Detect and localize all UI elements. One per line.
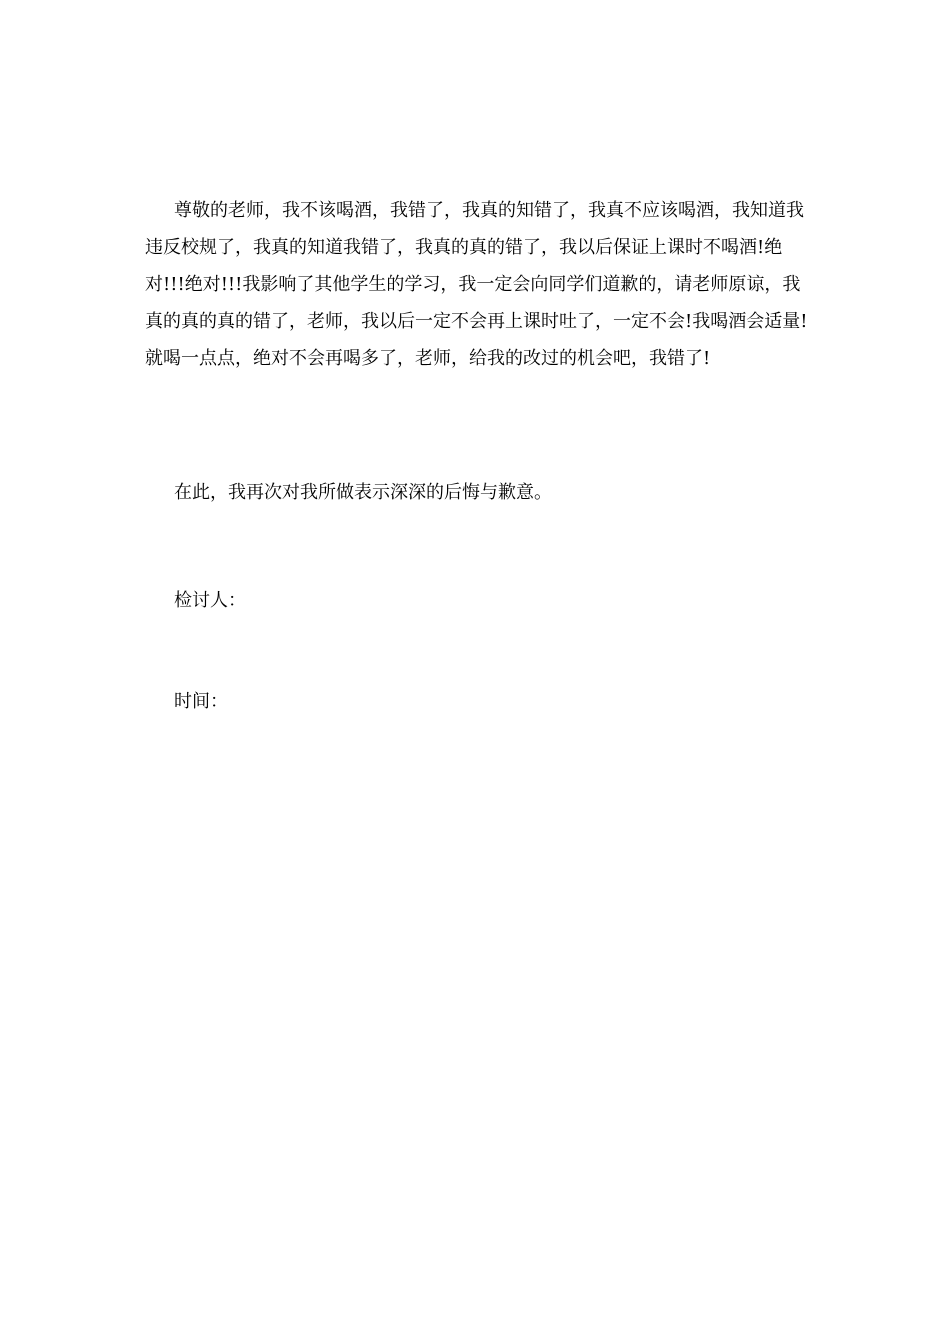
reviewer-label: 检讨人： — [174, 590, 246, 611]
closing-paragraph: 在此，我再次对我所做表示深深的后悔与歉意。 — [174, 482, 552, 503]
time-label: 时间： — [174, 691, 228, 712]
apology-paragraph: 尊敬的老师，我不该喝酒，我错了，我真的知错了，我真不应该喝酒，我知道我违反校规了，我真的知道我错了，我真的真的错了，我以后保证上课时不喝酒!绝对!!!绝对!!!我影响了其他学生的学习，我一定会向同学们道歉的，请老师原谅，我真的真的真的错了，老师，我以后一定不会再上课时吐了，一定不会!我喝酒会适量!就喝一点点，绝对不会再喝多了，老师，给我的改过的机会吧，我错了! — [145, 200, 808, 369]
